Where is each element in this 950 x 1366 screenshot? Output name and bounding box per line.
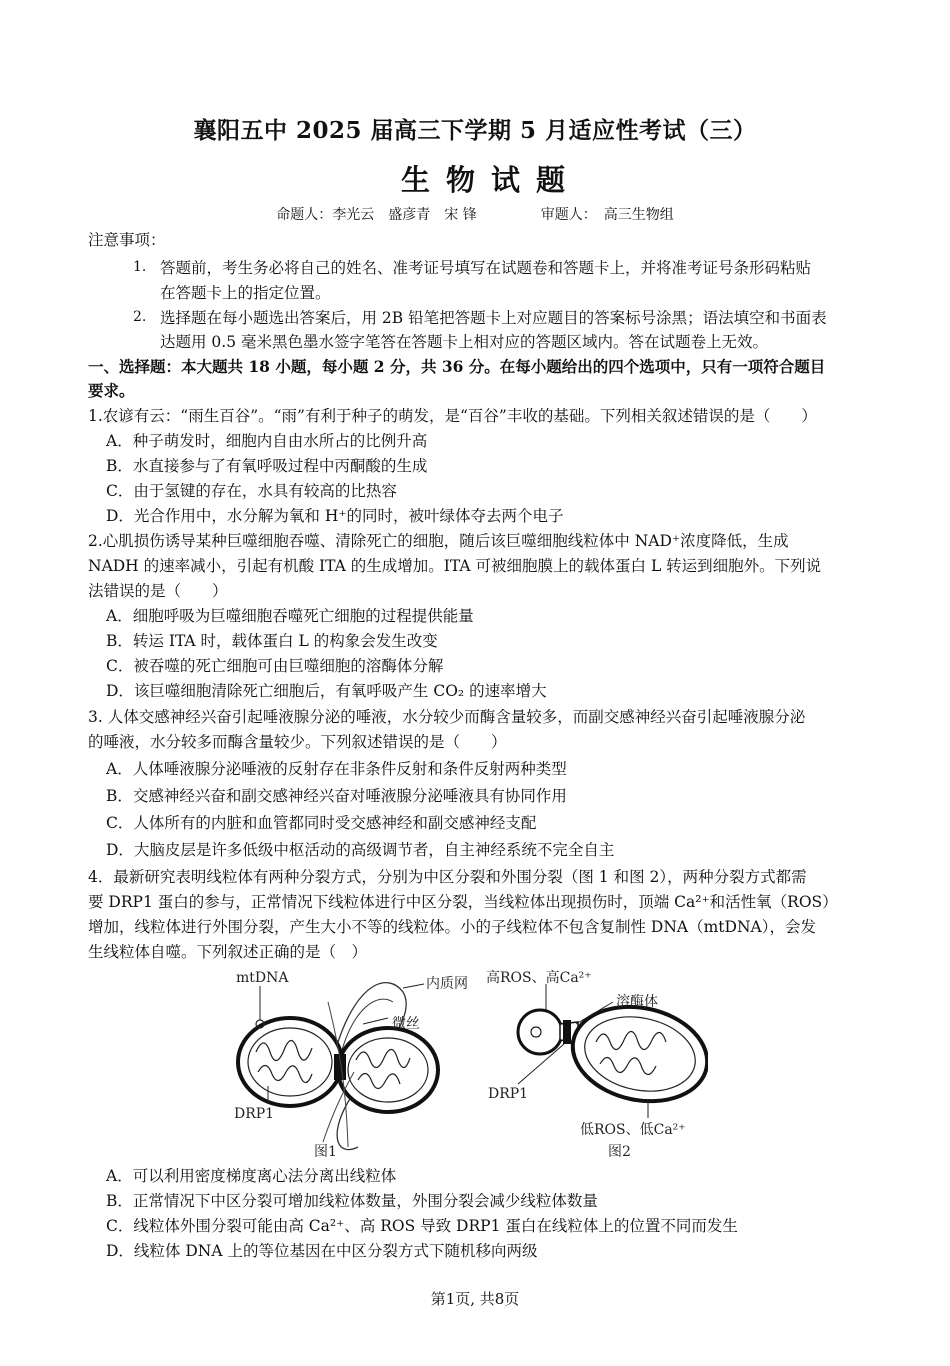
authors-line	[0, 204, 950, 224]
figure-1-diagram	[234, 970, 468, 1160]
question-stem: 3. 人体交感神经兴奋引起唾液腺分泌的唾液，水分较少而酶含量较多，而副交感神经兴奋引起唾液腺分泌	[88, 708, 806, 726]
question-option: D．光合作用中，水分解为氧和 H⁺的同时，被叶绿体夺去两个电子	[106, 507, 564, 525]
authors-reviewers: 审题人： 高三生物组	[540, 207, 674, 223]
question-option: C．由于氢键的存在，水具有较高的比热容	[106, 482, 397, 500]
question-option: D．该巨噬细胞清除死亡细胞后，有氧呼吸产生 CO₂ 的速率增大	[106, 682, 547, 700]
question-option: C．被吞噬的死亡细胞可由巨噬细胞的溶酶体分解	[106, 657, 444, 675]
exam-subject: 生物试题	[400, 163, 581, 197]
question-option: B．水直接参与了有氧呼吸过程中丙酮酸的生成	[106, 457, 428, 475]
question-stem: NADH 的速率减小，引起有机酸 ITA 的生成增加。ITA 可被细胞膜上的载体蛋白 L 转运到细胞外。下列说	[88, 557, 822, 575]
notice-heading: 注意事项：	[88, 231, 166, 249]
label-lysosome: 溶酶体	[616, 994, 658, 1010]
question-option: B．正常情况下中区分裂可增加线粒体数量，外围分裂会减少线粒体数量	[106, 1192, 598, 1210]
section-heading: 要求。	[88, 381, 135, 400]
label-er: 内质网	[426, 976, 468, 992]
question-stem: 1.农谚有云：“雨生百谷”。“雨”有利于种子的萌发，是“百谷”丰收的基础。下列相关叙述错误的是（ ）	[88, 407, 817, 425]
notice-item-number: 2.	[133, 309, 147, 325]
label-low-ros-ca: 低ROS、低Ca²⁺	[580, 1122, 686, 1138]
question-option: D．线粒体 DNA 上的等位基因在中区分裂方式下随机移向两级	[106, 1242, 538, 1260]
label-drp1-fig1: DRP1	[234, 1106, 275, 1122]
question-stem: 生线粒体自噬。下列叙述正确的是（ ）	[88, 943, 368, 961]
section-heading: 一、选择题：本大题共 18 小题，每小题 2 分，共 36 分。在每小题给出的四个选项中，只有一项符合题目	[88, 357, 826, 376]
question-option: D．大脑皮层是许多低级中枢活动的高级调节者，自主神经系统不完全自主	[106, 841, 615, 859]
notice-item-line: 达题用 0.5 毫米黑色墨水签字笔答在答题卡上相对应的答题区域内。答在试题卷上无效。	[160, 333, 769, 351]
figure-1-caption: 图1	[314, 1144, 337, 1160]
question-option: C．线粒体外围分裂可能由高 Ca²⁺、高 ROS 导致 DRP1 蛋白在线粒体上的位置不同而发生	[106, 1217, 738, 1235]
label-mtdna: mtDNA	[236, 970, 289, 986]
page-number: 第1页, 共8页	[430, 1290, 520, 1308]
label-high-ros-ca: 高ROS、高Ca²⁺	[486, 970, 592, 986]
notice-item-line: 答题前，考生务必将自己的姓名、准考证号填写在试题卷和答题卡上，并将准考证号条形码粘贴	[160, 259, 812, 277]
question-option: B．交感神经兴奋和副交感神经兴奋对唾液腺分泌唾液具有协同作用	[106, 787, 567, 805]
question-option: A．人体唾液腺分泌唾液的反射存在非条件反射和条件反射两种类型	[106, 760, 567, 778]
question-stem: 增加，线粒体进行外围分裂，产生大小不等的线粒体。小的子线粒体不包含复制性 DNA（mtDNA），会发	[88, 918, 816, 936]
question-option: A．种子萌发时，细胞内自由水所占的比例升高	[106, 432, 428, 450]
question-stem: 要 DRP1 蛋白的参与，正常情况下线粒体进行中区分裂，当线粒体出现损伤时，顶端 Ca²⁺和活性氧（ROS）	[88, 893, 838, 911]
notice-item-line: 在答题卡上的指定位置。	[160, 284, 331, 302]
question-option: C．人体所有的内脏和血管都同时受交感神经和副交感神经支配	[106, 814, 537, 832]
mitochondria-division-figure	[228, 962, 708, 1162]
exam-title: 襄阳五中 2025 届高三下学期 5 月适应性考试（三）	[193, 117, 757, 144]
question-stem: 的唾液，水分较多而酶含量较少。下列叙述错误的是（ ）	[88, 733, 507, 751]
question-option: B．转运 ITA 时，载体蛋白 L 的构象会发生改变	[106, 632, 438, 650]
figure-2-caption: 图2	[608, 1144, 631, 1160]
label-drp1-fig2: DRP1	[488, 1086, 529, 1102]
notice-item-number: 1.	[133, 259, 147, 275]
question-option: A．细胞呼吸为巨噬细胞吞噬死亡细胞的过程提供能量	[106, 607, 474, 625]
question-stem: 4．最新研究表明线粒体有两种分裂方式，分别为中区分裂和外围分裂（图 1 和图 2），两种分裂方式都需	[88, 868, 807, 886]
question-stem: 2.心肌损伤诱导某种巨噬细胞吞噬、清除死亡的细胞，随后该巨噬细胞线粒体中 NAD⁺浓度降低，生成	[88, 532, 789, 550]
question-option: A．可以利用密度梯度离心法分离出线粒体	[106, 1167, 397, 1185]
question-stem: 法错误的是（ ）	[88, 582, 228, 600]
notice-item-line: 选择题在每小题选出答案后，用 2B 铅笔把答题卡上对应题目的答案标号涂黑；语法填空和书面表	[160, 309, 827, 327]
authors-setters: 命题人：李光云 盛彦青 宋 锋	[276, 207, 477, 223]
figure-2-diagram	[486, 969, 708, 1160]
label-microfilament: 微丝	[392, 1016, 420, 1032]
